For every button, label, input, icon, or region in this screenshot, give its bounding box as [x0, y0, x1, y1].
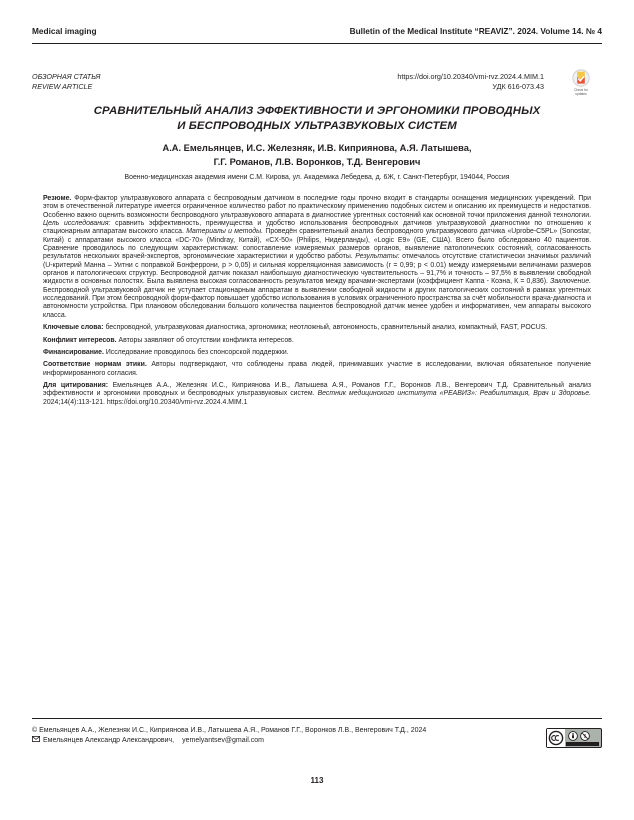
contact-name: Емельянцев Александр Александрович,: [43, 737, 175, 745]
conflict-label: Конфликт интересов.: [43, 336, 117, 344]
methods-label: Материалы и методы.: [186, 228, 264, 236]
conflict-of-interest: [43, 337, 591, 345]
mail-icon: [32, 736, 40, 746]
conclusion-text: Беспроводной ультразвуковой датчик не уступает стационарным аппаратам в выявлении свободной жидкости и других патологических состояний в рамках ургентных исследований. При этом беспроводной форм-фактор повышает удобство использования в условиях ограниченного пространства за счёт мобильности врача-диагноста и автономности устройства. При плановом обследовании большого количества пациентов беспроводной датчик менее удобен и информативен, чем аппараты высокого класса.: [43, 286, 591, 319]
page-number: 113: [310, 776, 324, 785]
header-journal: Bulletin of the Medical Institute “REAVIZ”. 2024. Volume 14. № 4: [349, 26, 602, 36]
header-divider: [32, 43, 602, 44]
results-label: Результаты:: [355, 253, 400, 261]
authors-line-2: Г.Г. Романов, Л.В. Воронков, Т.Д. Венгерович: [213, 157, 421, 167]
check-for-updates-badge[interactable]: [568, 69, 594, 99]
citation-journal: Вестник медицинского института «РЕАВИЗ»: Реабилитация, Врач и Здоровье.: [317, 390, 591, 398]
running-header: [32, 26, 602, 40]
methods-text: Проведён сравнительный анализ беспроводного ультразвукового датчика «Uprobe-C5PL» (Sonostar, Китай) с аппаратами высокого класса «DC-70» (Mindray, Китай), «CX-50» (Philips, Нидерланды), «Logic E9» (GE, США). Всего было обследовано 40 пациентов. Сравнение проводилось по следующим характеристикам: сопоставление измеряемых размеров органов, выявление патологических состояний, согласованность результатов нескольких врачей-экспертов, эргономические характеристики и удобство работы.: [43, 228, 591, 261]
citation-label: Для цитирования:: [43, 381, 109, 389]
article-front-matter: [43, 195, 591, 411]
aim-label: Цель исследования:: [43, 220, 111, 228]
keywords-text: беспроводной, ультразвуковая диагностика, эргономика; неотложный, автономность, сравнительный анализ, компактный, FAST, POCUS.: [105, 324, 548, 332]
citation-tail: 2024;14(4):113-121. https://doi.org/10.20340/vmi-rvz.2024.4.MIM.1: [43, 398, 248, 406]
article-type-en: REVIEW ARTICLE: [32, 81, 93, 91]
contact-email[interactable]: yemelyantsev@gmail.com: [182, 737, 264, 745]
footer: [32, 726, 426, 747]
contact-line: [32, 736, 426, 746]
article-ids: [397, 72, 544, 91]
article-type-ru: ОБЗОРНАЯ СТАТЬЯ: [32, 72, 101, 81]
ethics-statement: [43, 361, 591, 378]
title-line-2: И БЕСПРОВОДНЫХ УЛЬТРАЗВУКОВЫХ СИСТЕМ: [177, 119, 457, 132]
article-title: [32, 104, 602, 133]
badge-label: Check for updates: [574, 88, 588, 96]
copyright: © Емельянцев А.А., Железняк И.С., Киприянова И.В., Латышева А.Я., Романов Г.Г., Воронков Л.В., Венгерович Т.Д., 2024: [32, 727, 427, 734]
citation: [43, 382, 591, 407]
article-type: [32, 72, 100, 91]
cc-by-nc-icon: [547, 729, 601, 747]
funding-label: Финансирование.: [43, 348, 104, 356]
check-for-updates-icon: [572, 69, 590, 89]
author-list: [32, 141, 602, 169]
udc-code: УДК 616-073.43: [492, 81, 544, 91]
citation-text: Емельянцев А.А., Железняк И.С., Киприянова И.В., Латышева А.Я., Романов Г.Г., Воронков Л.В., Венгерович Т.Д. Сравнительный анализ эффективности и эргономики проводных и беспроводных ультразвуковых систем.: [43, 381, 591, 398]
ethics-text: Авторы подтверждают, что соблюдены права людей, принимавших участие в исследовании, включая обязательное получение информированного согласия.: [43, 361, 591, 377]
doi-link[interactable]: https://doi.org/10.20340/vmi-rvz.2024.4.MIM.1: [397, 72, 544, 81]
funding-text: Исследование проводилось без спонсорской поддержки.: [105, 348, 289, 356]
keywords: [43, 324, 591, 332]
keywords-label: Ключевые слова:: [43, 324, 104, 332]
cc-license-badge[interactable]: [546, 728, 602, 748]
aim-text: сравнить эффективность, преимущества и удобство использования беспроводных датчиков ультразвуковой диагностики по отношению к стационарным аппаратам высокого класса.: [43, 220, 591, 236]
conflict-text: Авторы заявляют об отсутствии конфликта интересов.: [118, 336, 294, 344]
header-section: Medical imaging: [32, 26, 97, 36]
article-meta: [32, 72, 602, 102]
abstract-background: Форм-фактор ультразвукового аппарата с беспроводным датчиком в последние годы прочно входит в стандарты оснащения медицинских учреждений. При этом в отечественной литературе имеется ограниченное количество работ по практическому применению подобных систем и описанию их преимуществ и недостатков. Особенно важно оценить возможности беспроводного ультразвукового аппарата в диагностике ургентных состояний как основной точки приложения данной технологии.: [43, 195, 591, 219]
affiliation: Военно-медицинская академия имени С.М. Кирова, ул. Академика Лебедева, д. 6Ж, г. Санкт-Петербург, 194044, Россия: [124, 174, 510, 181]
authors-line-1: А.А. Емельянцев, И.С. Железняк, И.В. Киприянова, А.Я. Латышева,: [162, 143, 472, 153]
svg-text:$: $: [583, 733, 587, 739]
ethics-label: Соответствие нормам этики.: [43, 361, 147, 369]
results-text: отмечалось отсутствие статистически значимых различий (U-критерий Манна – Уитни с поправкой Бонферрони, p > 0,05) и сильная корреляционная зависимость (r = 0,99; p < 0.01) между измеряемыми величинами размеров органов и патологических структур. Беспроводной датчик показал наибольшую диагностическую чувствительность – 91,7% и точность – 97,5% в выявлении свободной жидкости в основных полостях. Была выявлена высокая согласованность результатов между врачами-экспертами (коэффициент Каппа - Коэна, К = 0,836).: [43, 253, 591, 286]
title-line-1: СРАВНИТЕЛЬНЫЙ АНАЛИЗ ЭФФЕКТИВНОСТИ И ЭРГОНОМИКИ ПРОВОДНЫХ: [93, 105, 541, 117]
conclusion-label: Заключение.: [550, 278, 591, 286]
footer-divider: [32, 718, 602, 719]
abstract-label: Резюме.: [43, 195, 72, 202]
abstract: [43, 195, 591, 320]
funding: [43, 349, 591, 357]
